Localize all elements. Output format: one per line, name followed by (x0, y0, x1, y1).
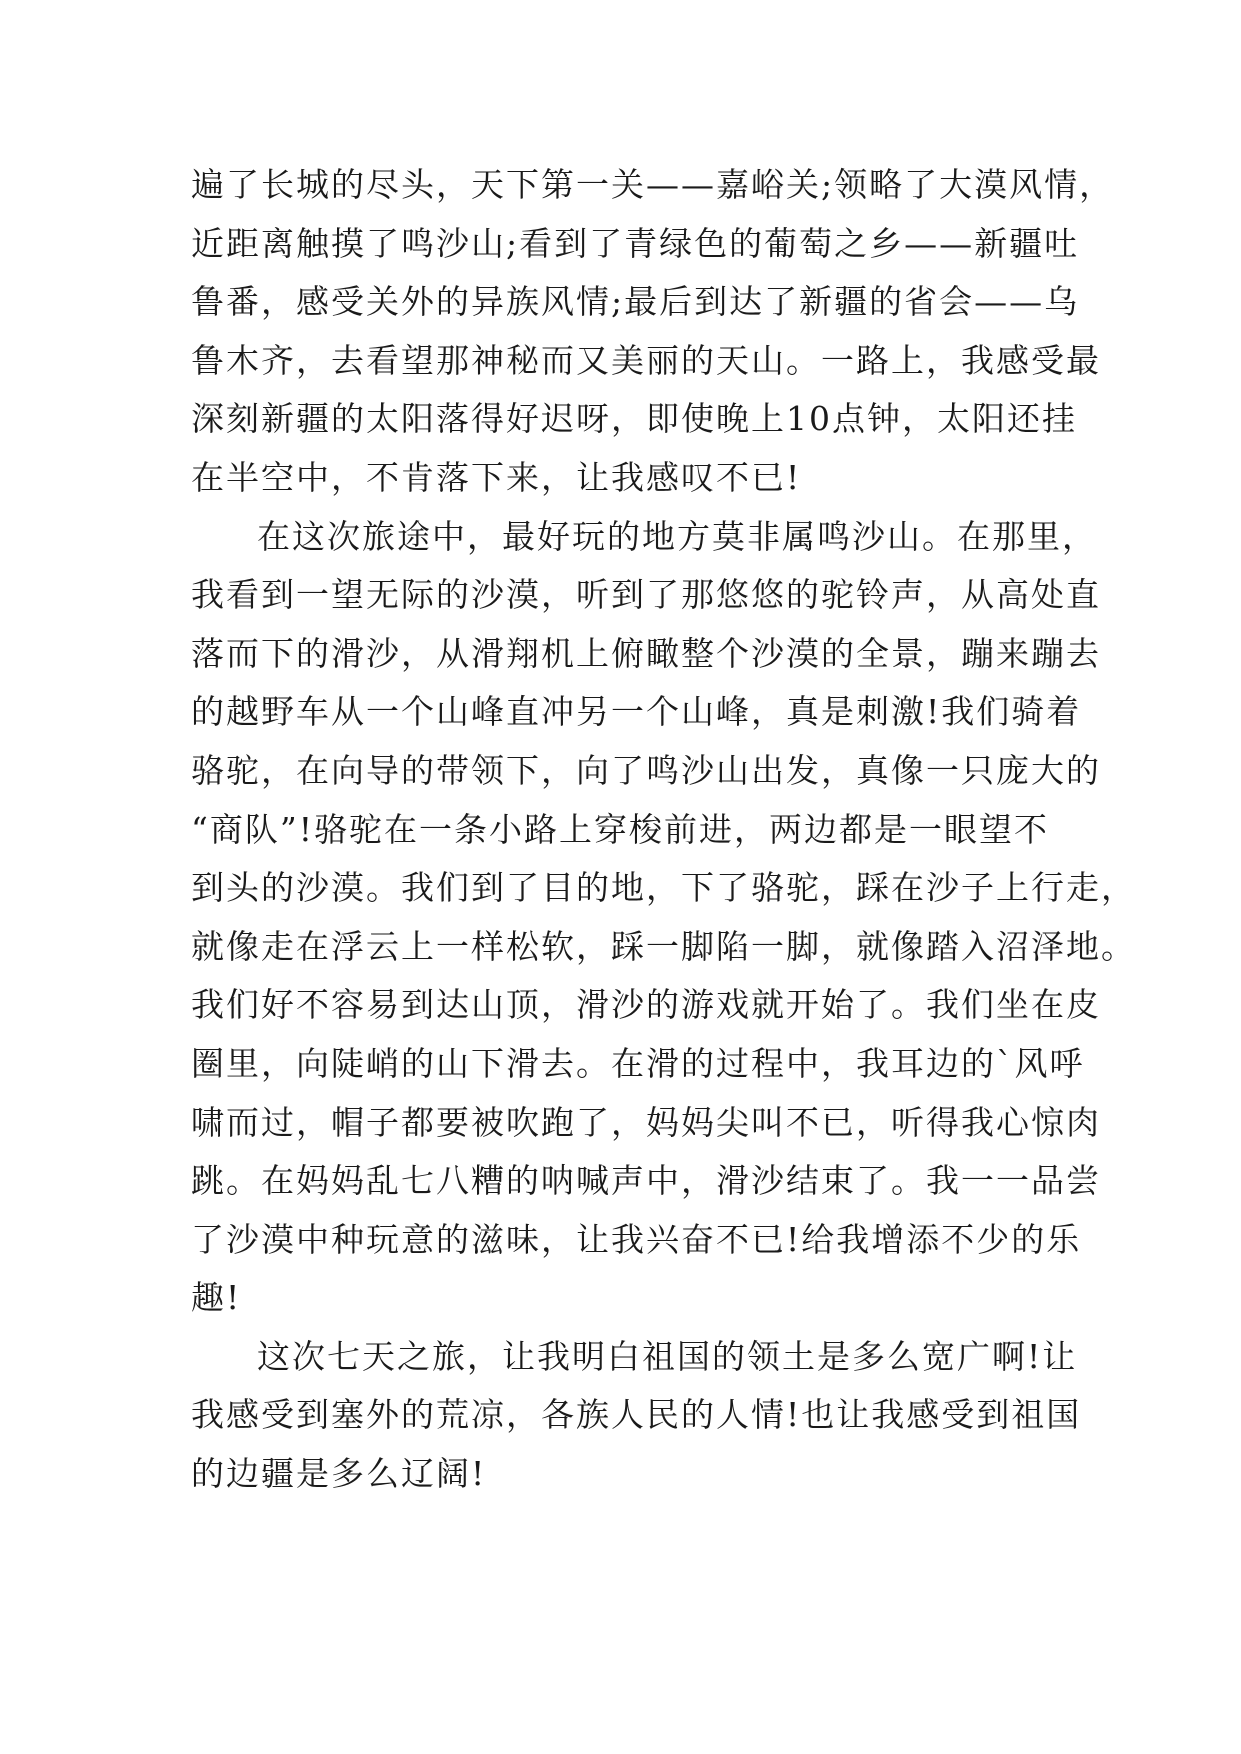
text-line: 啸而过，帽子都要被吹跑了，妈妈尖叫不已，听得我心惊肉 (191, 1102, 1101, 1142)
text-line: 鲁木齐，去看望那神秘而又美丽的天山。一路上，我感受最 (191, 340, 1101, 380)
text-line: “商队”!骆驼在一条小路上穿梭前进，两边都是一眼望不 (191, 809, 1050, 849)
text-line: 深刻新疆的太阳落得好迟呀，即使晚上10点钟，太阳还挂 (191, 399, 1077, 439)
text-line: 了沙漠中种玩意的滋味，让我兴奋不已!给我增添不少的乐 (191, 1219, 1082, 1259)
text-line: 鲁番，感受关外的异族风情;最后到达了新疆的省会——乌 (191, 282, 1080, 322)
text-line: 就像走在浮云上一样松软，踩一脚陷一脚，就像踏入沼泽地。 (191, 926, 1136, 966)
document-body (191, 156, 1136, 1504)
text-line: 到头的沙漠。我们到了目的地，下了骆驼，踩在沙子上行走， (191, 868, 1136, 908)
text-line: 趣! (191, 1278, 242, 1318)
text-line: 遍了长城的尽头，天下第一关——嘉峪关;领略了大漠风情， (191, 165, 1115, 204)
paragraph-3 (191, 1328, 1082, 1504)
text-line: 我们好不容易到达山顶，滑沙的游戏就开始了。我们坐在皮 (191, 985, 1101, 1025)
text-line: 近距离触摸了鸣沙山;看到了青绿色的葡萄之乡——新疆吐 (191, 223, 1080, 263)
text-line: 落而下的滑沙，从滑翔机上俯瞰整个沙漠的全景，蹦来蹦去 (191, 633, 1101, 673)
text-line: 跳。在妈妈乱七八糟的呐喊声中，滑沙结束了。我一一品尝 (191, 1161, 1101, 1201)
text-line: 我感受到塞外的荒凉，各族人民的人情!也让我感受到祖国 (191, 1395, 1082, 1435)
text-line: 的越野车从一个山峰直冲另一个山峰，真是刺激!我们骑着 (191, 692, 1082, 732)
text-line: 这次七天之旅，让我明白祖国的领土是多么宽广啊!让 (257, 1336, 1078, 1376)
text-line: 在半空中，不肯落下来，让我感叹不已! (191, 457, 802, 497)
paragraph-2 (191, 508, 1136, 1328)
paragraph-1 (191, 156, 1115, 508)
text-line: 骆驼，在向导的带领下，向了鸣沙山出发，真像一只庞大的 (191, 750, 1101, 790)
text-line: 的边疆是多么辽阔! (191, 1454, 487, 1494)
text-line: 圈里，向陡峭的山下滑去。在滑的过程中，我耳边的`风呼 (191, 1043, 1085, 1083)
text-line: 我看到一望无际的沙漠，听到了那悠悠的驼铃声，从高处直 (191, 575, 1101, 615)
text-line: 在这次旅途中，最好玩的地方莫非属鸣沙山。在那里， (257, 516, 1097, 556)
